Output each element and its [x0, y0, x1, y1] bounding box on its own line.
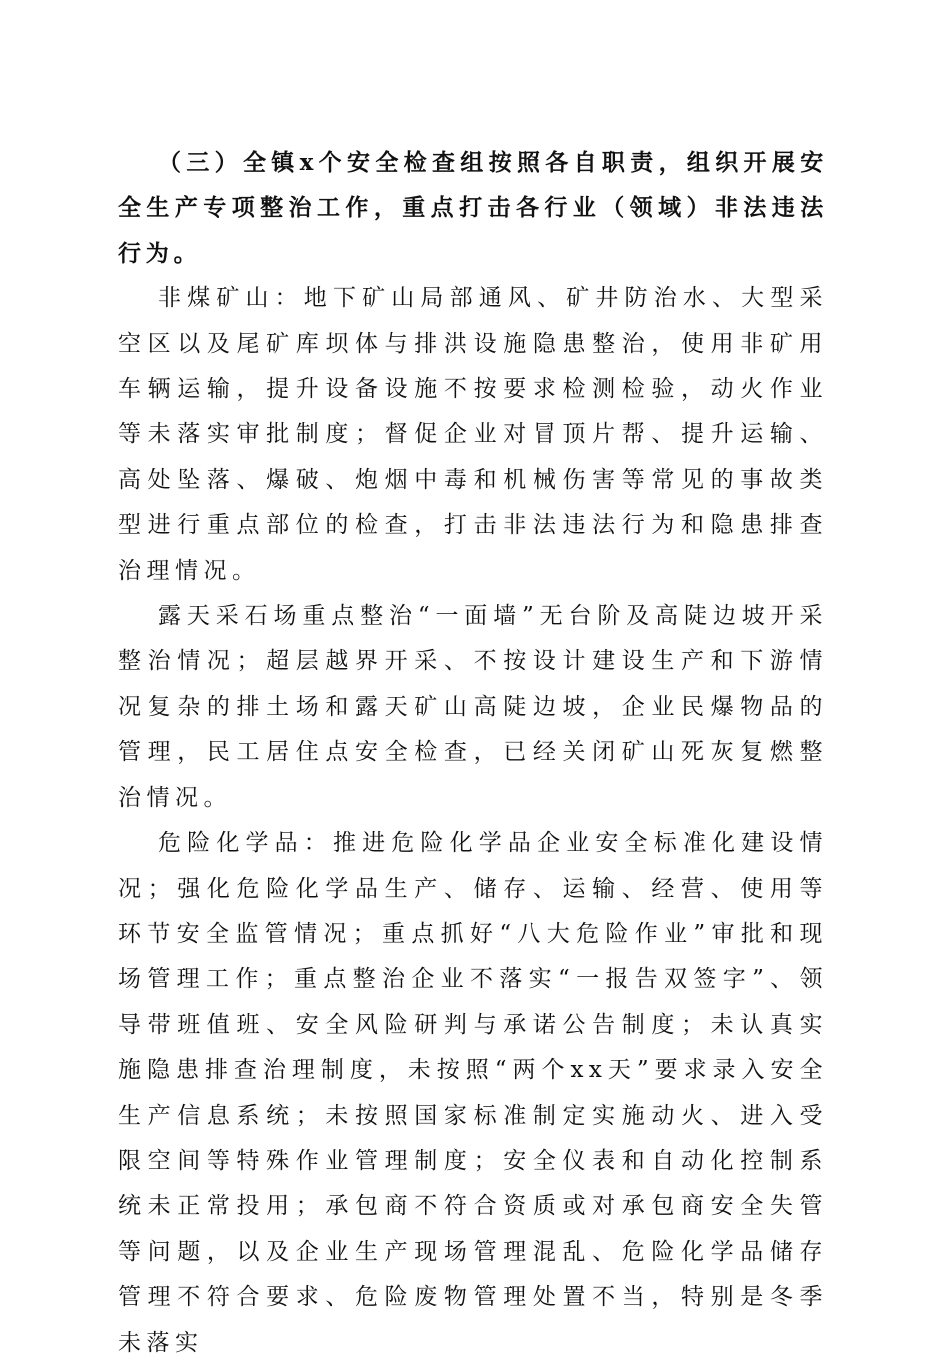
non-coal-mines-paragraph: 非煤矿山：地下矿山局部通风、矿井防治水、大型采空区以及尾矿库坝体与排洪设施隐患整治，使用非矿用车辆运输，提升设备设施不按要求检测检验，动火作业等未落实审批制度；督促企业对冒顶片帮、提升运输、高处坠落、爆破、炮烟中毒和机械伤害等常见的事故类型进行重点部位的检查，打击非法违法行为和隐患排查治理情况。: [118, 285, 828, 584]
hazardous-chemicals-paragraph: 危险化学品：推进危险化学品企业安全标准化建设情况；强化危险化学品生产、储存、运输、经营、使用等环节安全监管情况；重点抓好“八大危险作业”审批和现场管理工作；重点整治企业不落实“一报告双签字”、领导带班值班、安全风险研判与承诺公告制度；未认真实施隐患排查治理制度，未按照“两个xx天”要求录入安全生产信息系统；未按照国家标准制定实施动火、进入受限空间等特殊作业管理制度；安全仪表和自动化控制系统未正常投用；承包商不符合资质或对承包商安全失管等问题，以及企业生产现场管理混乱、危险化学品储存管理不符合要求、危险废物管理处置不当，特别是冬季未落实: [118, 830, 828, 1356]
open-pit-quarries-paragraph: 露天采石场重点整治“一面墙”无台阶及高陡边坡开采整治情况；超层越界开采、不按设计建设生产和下游情况复杂的排土场和露天矿山高陡边坡，企业民爆物品的管理，民工居住点安全检查，已经关闭矿山死灰复燃整治情况。: [118, 603, 828, 811]
section-3-heading-paragraph: （三）全镇x个安全检查组按照各自职责，组织开展安全生产专项整治工作，重点打击各行业（领域）非法违法行为。: [118, 149, 828, 267]
document-body: [118, 140, 828, 1366]
